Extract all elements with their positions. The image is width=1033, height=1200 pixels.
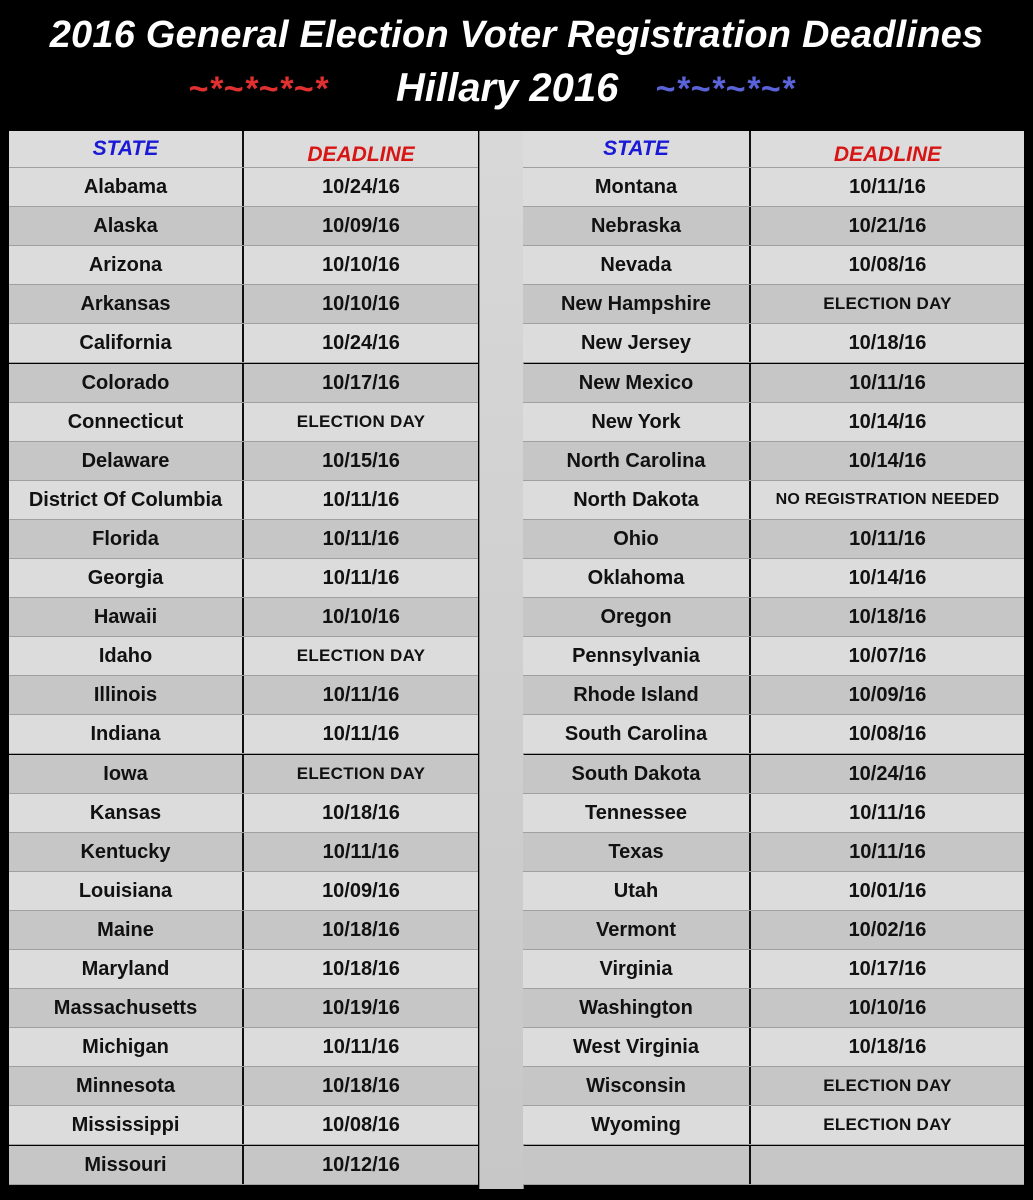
table-row xyxy=(523,1106,1024,1145)
deadline-cell: 10/09/16 xyxy=(322,879,400,902)
state-cell: New Hampshire xyxy=(523,285,751,323)
table-row xyxy=(9,598,478,637)
table-row xyxy=(9,715,478,754)
column-header-state: STATE xyxy=(9,131,244,167)
table-row xyxy=(523,520,1024,559)
column-divider xyxy=(479,131,524,1189)
deadline-cell: 10/11/16 xyxy=(849,801,926,824)
table-row xyxy=(9,168,478,207)
deadline-cell: 10/17/16 xyxy=(322,371,400,394)
state-cell: New Jersey xyxy=(523,324,751,362)
state-cell: Michigan xyxy=(9,1028,244,1066)
state-cell: Colorado xyxy=(9,364,244,402)
table-row xyxy=(523,950,1024,989)
deadline-cell: 10/09/16 xyxy=(322,214,400,237)
table-row xyxy=(523,911,1024,950)
deadline-cell: 10/11/16 xyxy=(322,840,400,863)
table-row xyxy=(9,324,478,363)
table-row xyxy=(9,1028,478,1067)
state-cell: Alabama xyxy=(9,168,244,206)
table-row xyxy=(9,285,478,324)
table-row xyxy=(523,324,1024,363)
state-cell: New York xyxy=(523,403,751,441)
deadline-cell: 10/11/16 xyxy=(322,488,400,511)
page-title: 2016 General Election Voter Registration Deadlines xyxy=(49,14,984,56)
state-cell: Florida xyxy=(9,520,244,558)
deadlines-table xyxy=(9,131,1024,1189)
deadline-cell: 10/02/16 xyxy=(848,918,927,941)
deadline-cell: 10/18/16 xyxy=(322,801,400,824)
table-row xyxy=(523,715,1024,754)
table-row xyxy=(9,989,478,1028)
deadline-cell: 10/11/16 xyxy=(849,527,926,550)
table-row xyxy=(523,1146,1024,1185)
deadline-cell: 10/08/16 xyxy=(848,253,927,276)
table-left-column xyxy=(9,131,478,1189)
deadline-cell: 10/17/16 xyxy=(848,957,927,980)
table-row xyxy=(9,207,478,246)
deadline-cell: ELECTION DAY xyxy=(296,646,426,665)
deadline-cell: 10/07/16 xyxy=(848,644,927,667)
table-row xyxy=(9,364,478,403)
deadline-cell: 10/14/16 xyxy=(848,410,927,433)
table-row xyxy=(9,833,478,872)
state-cell: Oklahoma xyxy=(523,559,751,597)
deadline-cell: 10/10/16 xyxy=(322,605,400,628)
table-row xyxy=(523,637,1024,676)
deadline-cell: ELECTION DAY xyxy=(296,764,426,783)
state-cell: Delaware xyxy=(9,442,244,480)
state-cell: District Of Columbia xyxy=(9,481,244,519)
table-row xyxy=(9,950,478,989)
table-row xyxy=(523,442,1024,481)
state-cell: Kentucky xyxy=(9,833,244,871)
table-row xyxy=(9,1146,478,1185)
deadline-cell: 10/10/16 xyxy=(322,253,400,276)
state-cell: New Mexico xyxy=(523,364,751,402)
state-cell: Kansas xyxy=(9,794,244,832)
state-cell: Tennessee xyxy=(523,794,751,832)
state-cell: Washington xyxy=(523,989,751,1027)
state-cell: Iowa xyxy=(9,755,244,793)
state-cell: Oregon xyxy=(523,598,751,636)
deadline-cell: 10/10/16 xyxy=(848,996,927,1019)
state-cell: Massachusetts xyxy=(9,989,244,1027)
table-row xyxy=(523,676,1024,715)
state-cell: Illinois xyxy=(9,676,244,714)
state-cell: South Dakota xyxy=(523,755,751,793)
deadline-cell: 10/09/16 xyxy=(848,683,927,706)
deadline-cell: 10/08/16 xyxy=(322,1113,400,1136)
table-row xyxy=(9,481,478,520)
table-row xyxy=(523,872,1024,911)
table-row xyxy=(523,285,1024,324)
table-row xyxy=(9,403,478,442)
deadline-cell: 10/01/16 xyxy=(848,879,927,902)
column-header-deadline: DEADLINE xyxy=(307,143,415,166)
header xyxy=(0,0,1033,131)
deadline-cell: 10/18/16 xyxy=(848,331,927,354)
table-row xyxy=(523,481,1024,520)
state-cell: Arkansas xyxy=(9,285,244,323)
deadline-cell: 10/11/16 xyxy=(849,371,926,394)
state-cell: Missouri xyxy=(9,1146,244,1184)
deadline-cell: 10/11/16 xyxy=(849,840,926,863)
state-cell: Utah xyxy=(523,872,751,910)
state-cell: Virginia xyxy=(523,950,751,988)
table-row xyxy=(523,207,1024,246)
deadline-cell: ELECTION DAY xyxy=(823,294,952,313)
deadline-cell: 10/11/16 xyxy=(322,722,400,745)
table-header-row xyxy=(9,131,478,168)
state-cell: Arizona xyxy=(9,246,244,284)
table-row xyxy=(9,246,478,285)
deadline-cell: 10/24/16 xyxy=(322,331,400,354)
state-cell: West Virginia xyxy=(523,1028,751,1066)
state-cell: North Dakota xyxy=(523,481,751,519)
table-row xyxy=(9,794,478,833)
table-header-row xyxy=(523,131,1024,168)
deadline-cell: 10/14/16 xyxy=(848,566,927,589)
state-cell: Wyoming xyxy=(523,1106,751,1144)
state-cell: Nebraska xyxy=(523,207,751,245)
table-row xyxy=(9,1067,478,1106)
decoration-left: ~*~*~*~* xyxy=(188,70,329,108)
column-header-deadline: DEADLINE xyxy=(833,143,942,166)
state-cell: California xyxy=(9,324,244,362)
table-row xyxy=(523,755,1024,794)
state-cell: South Carolina xyxy=(523,715,751,753)
state-cell: Vermont xyxy=(523,911,751,949)
state-cell: Ohio xyxy=(523,520,751,558)
deadline-cell: 10/11/16 xyxy=(322,527,400,550)
table-row xyxy=(523,246,1024,285)
state-cell: Mississippi xyxy=(9,1106,244,1144)
table-row xyxy=(9,442,478,481)
state-cell: Maine xyxy=(9,911,244,949)
deadline-cell: 10/19/16 xyxy=(322,996,400,1019)
deadline-cell: ELECTION DAY xyxy=(296,412,426,431)
deadline-cell: 10/21/16 xyxy=(848,214,927,237)
state-cell: Georgia xyxy=(9,559,244,597)
table-right-column xyxy=(523,131,1024,1189)
decoration-right: ~*~*~*~* xyxy=(655,70,796,108)
table-row xyxy=(9,637,478,676)
deadline-cell: 10/10/16 xyxy=(322,292,400,315)
table-row xyxy=(523,403,1024,442)
deadline-cell: 10/14/16 xyxy=(848,449,927,472)
deadline-cell: 10/18/16 xyxy=(848,605,927,628)
deadline-cell: 10/11/16 xyxy=(322,566,400,589)
table-row xyxy=(523,168,1024,207)
deadline-cell: 10/15/16 xyxy=(322,449,400,472)
table-row xyxy=(9,872,478,911)
table-row xyxy=(9,755,478,794)
state-cell: Pennsylvania xyxy=(523,637,751,675)
deadline-cell: NO REGISTRATION NEEDED xyxy=(775,491,1000,508)
deadline-cell xyxy=(751,1146,1024,1184)
state-cell: Hawaii xyxy=(9,598,244,636)
table-row xyxy=(9,559,478,598)
state-cell: Wisconsin xyxy=(523,1067,751,1105)
deadline-cell: 10/12/16 xyxy=(322,1153,400,1176)
deadline-cell: 10/08/16 xyxy=(848,722,927,745)
state-cell: Louisiana xyxy=(9,872,244,910)
state-cell: Maryland xyxy=(9,950,244,988)
table-row xyxy=(523,1028,1024,1067)
state-cell: Nevada xyxy=(523,246,751,284)
deadline-cell: 10/18/16 xyxy=(322,957,400,980)
state-cell: Connecticut xyxy=(9,403,244,441)
state-cell: Indiana xyxy=(9,715,244,753)
table-row xyxy=(523,598,1024,637)
state-cell: Idaho xyxy=(9,637,244,675)
state-cell: Rhode Island xyxy=(523,676,751,714)
state-cell xyxy=(523,1146,751,1184)
column-header-state: STATE xyxy=(523,131,751,167)
subtitle: Hillary 2016 xyxy=(396,66,619,110)
table-row xyxy=(523,833,1024,872)
table-row xyxy=(9,911,478,950)
state-cell: Texas xyxy=(523,833,751,871)
deadline-cell: 10/24/16 xyxy=(848,762,927,785)
deadline-cell: 10/18/16 xyxy=(848,1035,927,1058)
table-row xyxy=(523,364,1024,403)
deadline-cell: 10/24/16 xyxy=(322,175,400,198)
state-cell: Alaska xyxy=(9,207,244,245)
table-row xyxy=(9,520,478,559)
state-cell: North Carolina xyxy=(523,442,751,480)
deadline-cell: 10/11/16 xyxy=(322,1035,400,1058)
table-row xyxy=(523,989,1024,1028)
state-cell: Montana xyxy=(523,168,751,206)
table-row xyxy=(523,1067,1024,1106)
deadline-cell: ELECTION DAY xyxy=(823,1115,952,1134)
table-row xyxy=(523,794,1024,833)
deadline-cell: 10/18/16 xyxy=(322,918,400,941)
table-row xyxy=(523,559,1024,598)
deadline-cell: 10/11/16 xyxy=(322,683,400,706)
deadline-cell: 10/11/16 xyxy=(849,175,926,198)
deadline-cell: 10/18/16 xyxy=(322,1074,400,1097)
deadline-cell: ELECTION DAY xyxy=(823,1076,952,1095)
state-cell: Minnesota xyxy=(9,1067,244,1105)
table-row xyxy=(9,1106,478,1145)
table-row xyxy=(9,676,478,715)
